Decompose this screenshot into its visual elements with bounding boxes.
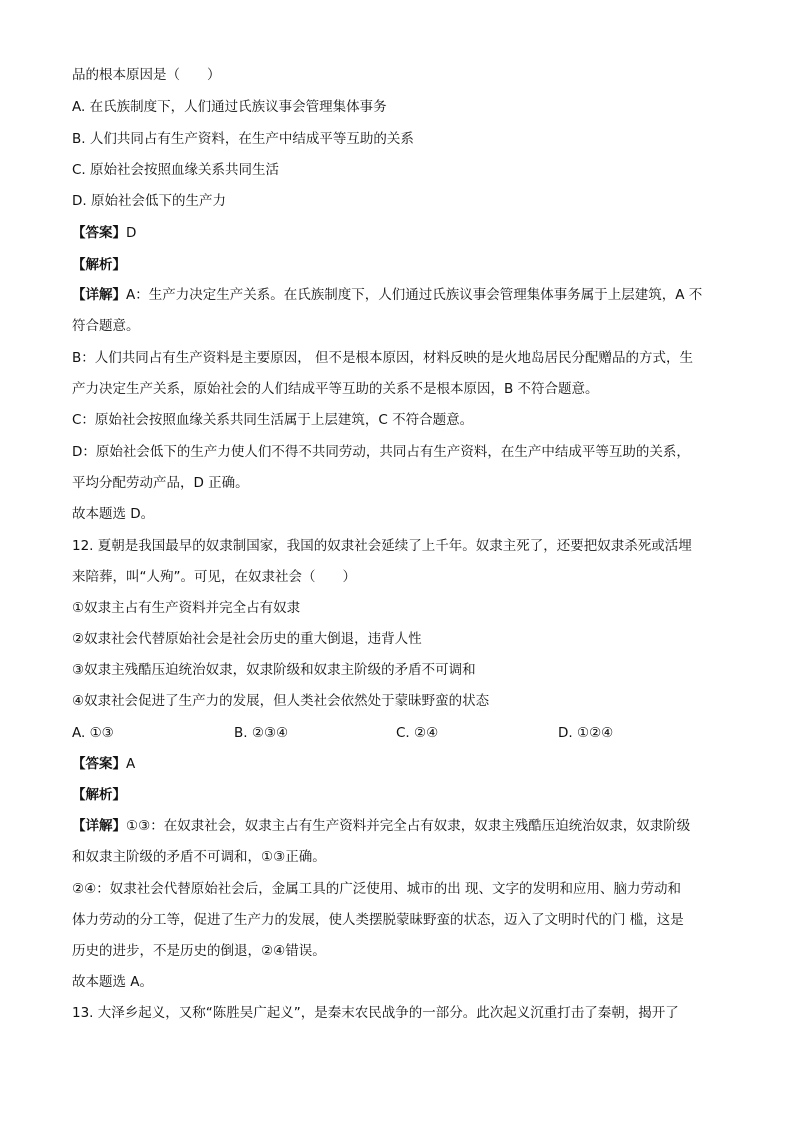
- detail-text: ①③：在奴隶社会，奴隶主占有生产资料并完全占有奴隶，奴隶主残酷压迫统治奴隶，奴隶阶级: [126, 818, 691, 834]
- q12-detail-line: ②④：奴隶社会代替原始社会后，金属工具的广泛使用、城市的出 现、文字的发明和应用、脑力劳动和: [72, 881, 681, 897]
- q12-detail-line: [72, 817, 690, 835]
- q11-option-a: A. 在氏族制度下，人们通过氏族议事会管理集体事务: [72, 99, 387, 115]
- q12-stem-line: 来陪葬，叫“人殉”。可见，在奴隶社会（ ）: [72, 569, 356, 585]
- q11-detail-line: [72, 286, 702, 304]
- q12-choice-a: A. ①③: [72, 725, 114, 741]
- q12-detail-line: 和奴隶主阶级的矛盾不可调和，①③正确。: [72, 849, 326, 865]
- answer-tag: 【答案】: [72, 225, 126, 241]
- q12-analysis-tag: 【解析】: [72, 787, 126, 803]
- q12-stem-line: 12. 夏朝是我国最早的奴隶制国家，我国的奴隶社会延续了上千年。奴隶主死了，还要把奴隶杀死或活埋: [72, 538, 692, 554]
- q11-conclusion: 故本题选 D。: [72, 506, 155, 522]
- q11-stem-tail: 品的根本原因是（ ）: [72, 67, 221, 83]
- q11-analysis-tag: 【解析】: [72, 257, 126, 273]
- q11-detail-line: 产力决定生产关系，原始社会的人们结成平等互助的关系不是根本原因，B 不符合题意。: [72, 381, 599, 397]
- q12-choice-c: C. ②④: [396, 725, 439, 741]
- q12-statement-4: ④奴隶社会促进了生产力的发展，但人类社会依然处于蒙昧野蛮的状态: [72, 693, 490, 709]
- q12-statement-2: ②奴隶社会代替原始社会是社会历史的重大倒退，违背人性: [72, 631, 422, 647]
- q12-detail-line: 历史的进步，不是历史的倒退，②④错误。: [72, 943, 326, 959]
- detail-text: A：生产力决定生产关系。在氏族制度下，人们通过氏族议事会管理集体事务属于上层建筑，A 不: [126, 287, 703, 303]
- answer-value: D: [126, 225, 137, 241]
- q12-statement-3: ③奴隶主残酷压迫统治奴隶，奴隶阶级和奴隶主阶级的矛盾不可调和: [72, 662, 476, 678]
- q12-choice-d: D. ①②④: [558, 725, 614, 741]
- q11-answer-line: [72, 224, 136, 242]
- q11-option-b: B. 人们共同占有生产资料，在生产中结成平等互助的关系: [72, 131, 414, 147]
- q12-choice-b: B. ②③④: [234, 725, 289, 741]
- q11-detail-line: 平均分配劳动产品，D 正确。: [72, 475, 249, 491]
- q11-option-d: D. 原始社会低下的生产力: [72, 193, 226, 209]
- q11-detail-line: D：原始社会低下的生产力使人们不得不共同劳动，共同占有生产资料，在生产中结成平等互助的关系，: [72, 444, 690, 460]
- q12-detail-line: 体力劳动的分工等，促进了生产力的发展，使人类摆脱蒙昧野蛮的状态，迈入了文明时代的门 槛，这是: [72, 912, 684, 928]
- answer-tag: 【答案】: [72, 756, 126, 772]
- q11-detail-line: 符合题意。: [72, 318, 140, 334]
- detail-tag: 【详解】: [72, 818, 126, 834]
- q11-option-c: C. 原始社会按照血缘关系共同生活: [72, 162, 280, 178]
- q12-statement-1: ①奴隶主占有生产资料并完全占有奴隶: [72, 600, 301, 616]
- detail-tag: 【详解】: [72, 287, 126, 303]
- q11-detail-line: C：原始社会按照血缘关系共同生活属于上层建筑，C 不符合题意。: [72, 412, 474, 428]
- q12-answer-line: [72, 755, 135, 773]
- q11-detail-line: B：人们共同占有生产资料是主要原因， 但不是根本原因，材料反映的是火地岛居民分配赠品的方式，生: [72, 350, 694, 366]
- answer-value: A: [126, 756, 136, 772]
- q13-stem-line: 13. 大泽乡起义，又称“陈胜吴广起义”，是秦末农民战争的一部分。此次起义沉重打击了秦朝，揭开了: [72, 1005, 679, 1021]
- q12-conclusion: 故本题选 A。: [72, 974, 154, 990]
